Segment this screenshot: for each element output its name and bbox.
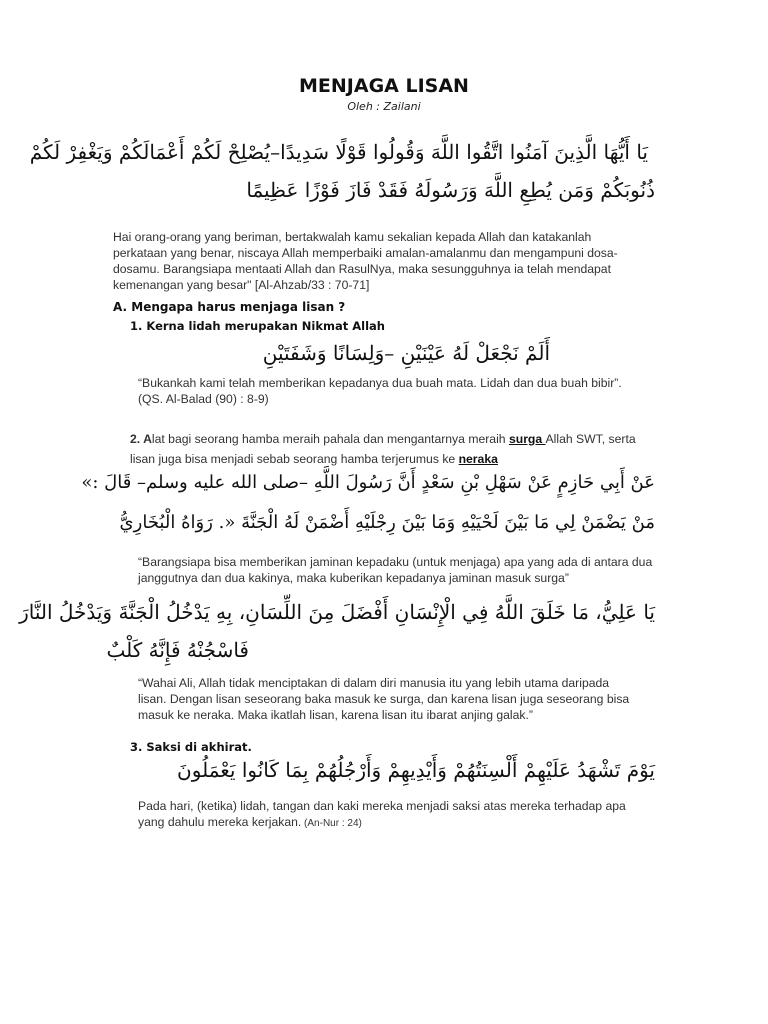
arabic-hadith-line: يَا عَلِيُّ، مَا خَلَقَ اللَّهُ فِي الْإِنْسَانِ أَفْضَلَ مِنَ اللِّسَانِ، بِهِ يَدْخُلُ الْجَنَّةَ وَيَدْخُلُ النَّارَ	[19, 600, 655, 624]
text-line	[138, 814, 626, 832]
text-line	[130, 429, 636, 449]
highlight-surga: surga	[508, 432, 546, 446]
text-line	[130, 449, 636, 469]
text-line: Pada hari, (ketika) lidah, tangan dan kaki mereka menjadi saksi atas mereka terhadap apa	[138, 799, 626, 813]
text-span: yang dahulu mereka kerjakan.	[138, 815, 302, 829]
point-title: 1. Kerna lidah merupakan Nikmat Allah	[130, 319, 385, 333]
author-line: Oleh : Zailani	[347, 100, 421, 113]
text-line: Hai orang-orang yang beriman, bertakwalah kamu sekalian kepada Allah dan katakanlah	[113, 230, 592, 244]
text-line: “Barangsiapa bisa memberikan jaminan kepadaku (untuk menjaga) apa yang ada di antara dua	[138, 555, 653, 569]
translation-paragraph	[138, 798, 626, 832]
translation-paragraph	[113, 229, 618, 293]
text-line: janggutnya dan dua kakinya, maka kuberikan kepadanya jaminan masuk surga”	[138, 571, 569, 585]
text-span: lisan juga bisa menjadi sebab seorang hamba terjerumus ke	[130, 452, 459, 466]
text-line: lisan. Dengan lisan seseorang baka masuk ke surga, dan karena lisan juga seseorang bisa	[138, 692, 630, 706]
arabic-verse: أَلَمْ نَجْعَلْ لَهُ عَيْنَيْنِ –وَلِسَانًا وَشَفَتَيْنِ	[262, 341, 550, 365]
point-paragraph	[130, 429, 636, 469]
text-line: masuk ke neraka. Maka ikatlah lisan, karena lisan itu ibarat anjing galak.”	[138, 708, 533, 722]
text-span: lat bagi seorang hamba meraih pahala dan mengantarnya meraih	[151, 432, 509, 446]
arabic-hadith-line: فَاسْجُنْهُ فَإِنَّهُ كَلْبٌ	[106, 638, 249, 662]
highlight-neraka: neraka	[458, 452, 498, 466]
arabic-verse-line: ذُنُوبَكُمْ وَمَن يُطِعِ اللَّهَ وَرَسُولَهُ فَقَدْ فَازَ فَوْزًا عَظِيمًا	[246, 178, 655, 202]
text-line: dosamu. Barangsiapa mentaati Allah dan RasulNya, maka sesungguhnya ia telah mendapat	[113, 262, 611, 276]
translation-paragraph	[138, 375, 622, 407]
page-title: MENJAGA LISAN	[299, 75, 469, 97]
translation-paragraph	[138, 554, 652, 586]
text-line: kemenangan yang besar" [Al-Ahzab/33 : 70-71]	[113, 278, 370, 292]
text-line: perkataan yang benar, niscaya Allah memperbaiki amalan-amalanmu dan mengampuni dosa-	[113, 246, 618, 260]
text-line: “Bukankah kami telah memberikan kepadanya dua buah mata. Lidah dan dua buah bibir”.	[138, 376, 622, 390]
section-heading: A. Mengapa harus menjaga lisan ?	[113, 300, 346, 314]
point-title: 3. Saksi di akhirat.	[130, 740, 252, 754]
translation-paragraph	[138, 675, 629, 723]
text-span: Allah SWT, serta	[545, 432, 636, 446]
point-number: 2. A	[130, 432, 152, 446]
quran-reference: (An-Nur : 24)	[301, 818, 362, 829]
arabic-hadith-line: عَنْ أَبِي حَازِمٍ عَنْ سَهْلِ بْنِ سَعْدٍ أَنَّ رَسُولَ اللَّهِ –صلى الله عليه وسلم– قَالَ :»	[81, 472, 655, 493]
arabic-hadith-line: مَنْ يَضْمَنْ لِي مَا بَيْنَ لَحْيَيْهِ وَمَا بَيْنَ رِجْلَيْهِ أَضْمَنْ لَهُ الْجَنَّةَ «. رَوَاهُ الْبُخَارِيُّ	[119, 512, 655, 533]
text-line: “Wahai Ali, Allah tidak menciptakan di dalam diri manusia itu yang lebih utama daripada	[138, 676, 610, 690]
arabic-verse: يَوْمَ تَشْهَدُ عَلَيْهِمْ أَلْسِنَتُهُمْ وَأَيْدِيهِمْ وَأَرْجُلُهُمْ بِمَا كَانُوا يَعْمَلُونَ	[177, 758, 655, 782]
text-line: (QS. Al-Balad (90) : 8-9)	[138, 392, 269, 406]
arabic-verse-line: يَا أَيُّهَا الَّذِينَ آمَنُوا اتَّقُوا اللَّهَ وَقُولُوا قَوْلًا سَدِيدًا–يُصْلِحْ لَكُمْ أَعْمَالَكُمْ وَيَغْفِرْ لَكُمْ	[29, 140, 648, 164]
